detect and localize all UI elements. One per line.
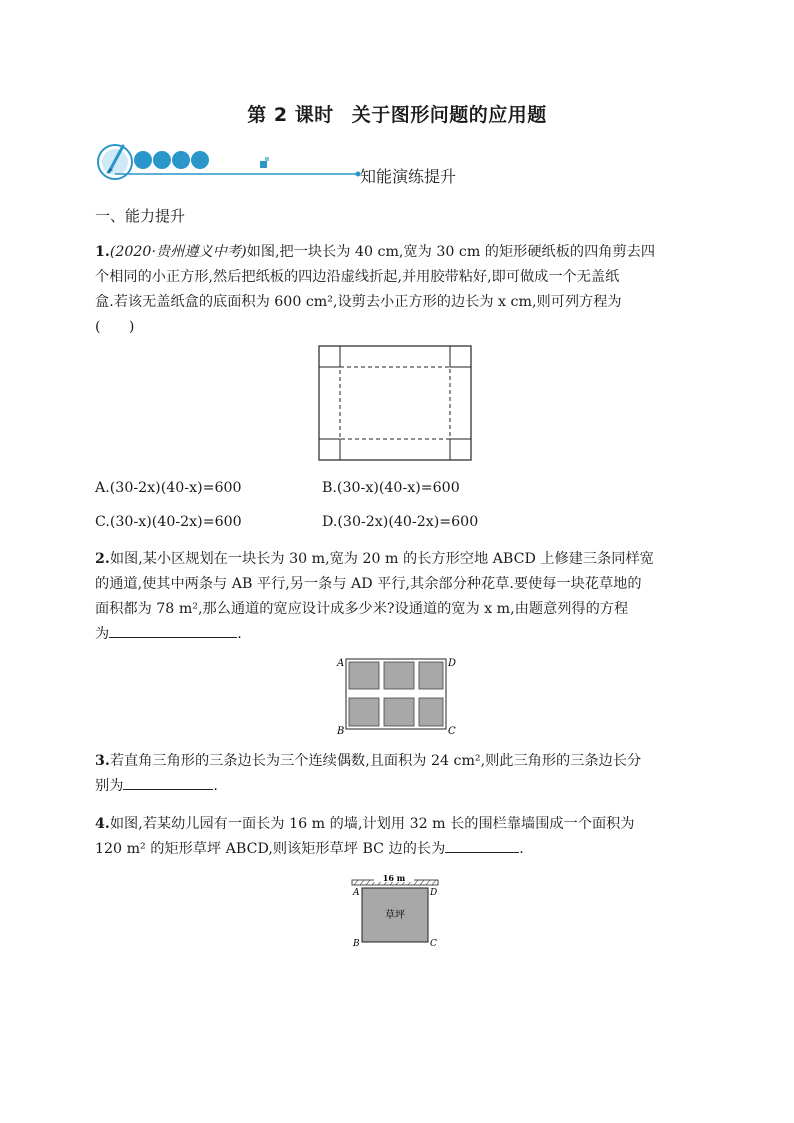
question-1 xyxy=(95,240,701,340)
q4-text-b: 120 m² 的矩形草坪 ABCD,则该矩形草坪 BC 边的长为 xyxy=(95,841,446,857)
q4-wall-label: 16 m xyxy=(382,873,406,883)
lesson-topic: 关于图形问题的应用题 xyxy=(351,104,547,126)
q1-option-a: A.(30-2x)(40-x)=600 xyxy=(95,480,242,496)
q4-lawn-figure xyxy=(344,870,444,950)
q2-garden-figure xyxy=(334,654,464,738)
q1-source: (2020·贵州遵义中考) xyxy=(109,244,247,260)
question-3 xyxy=(95,749,701,799)
page-title xyxy=(0,100,794,127)
q4-label-b: B xyxy=(353,939,360,949)
q1-option-c: C.(30-x)(40-2x)=600 xyxy=(95,514,242,530)
q2-label-c: C xyxy=(448,726,456,737)
q3-number: 3. xyxy=(95,753,110,769)
q1-option-b: B.(30-x)(40-x)=600 xyxy=(322,480,460,496)
q1-text-c: 盒.若该无盖纸盒的底面积为 600 cm²,设剪去小正方形的边长为 x cm,则可列方程为 xyxy=(95,294,622,310)
q4-label-a: A xyxy=(353,888,360,898)
q2-label-a: A xyxy=(337,658,345,669)
question-4 xyxy=(95,812,701,862)
q3-answer-blank[interactable] xyxy=(123,775,213,790)
q2-answer-blank[interactable] xyxy=(109,623,237,638)
q4-number: 4. xyxy=(95,816,110,832)
q1-option-d: D.(30-2x)(40-2x)=600 xyxy=(322,514,479,530)
q4-end: . xyxy=(519,841,524,857)
banner-label: 知能演练提升 xyxy=(360,167,457,186)
question-2 xyxy=(95,547,701,647)
q2-end: . xyxy=(237,626,242,642)
q1-answer-bracket: ( ) xyxy=(95,319,135,335)
q4-label-d: D xyxy=(430,888,438,898)
q4-answer-blank[interactable] xyxy=(445,838,519,853)
q1-text-a: 如图,把一块长为 40 cm,宽为 30 cm 的矩形硬纸板的四角剪去四 xyxy=(246,244,656,260)
q2-number: 2. xyxy=(95,551,110,567)
q2-text-d: 为 xyxy=(95,626,110,642)
q2-text-b: 的通道,使其中两条与 AB 平行,另一条与 AD 平行,其余部分种花草.要使每一块花草地的 xyxy=(95,576,642,592)
q4-label-c: C xyxy=(430,939,437,949)
q2-text-a: 如图,某小区规划在一块长为 30 m,宽为 20 m 的长方形空地 ABCD 上修建三条同样宽 xyxy=(109,551,654,567)
q1-text-b: 个相同的小正方形,然后把纸板的四边沿虚线折起,并用胶带粘好,即可做成一个无盖纸 xyxy=(95,269,620,285)
q3-end: . xyxy=(213,778,218,794)
q2-label-d: D xyxy=(448,658,457,669)
q1-cardboard-figure xyxy=(318,345,474,463)
q4-lawn-label: 草坪 xyxy=(385,910,405,921)
section-heading: 一、能力提升 xyxy=(95,207,186,225)
q2-label-b: B xyxy=(337,726,345,737)
q4-text-a: 如图,若某幼儿园有一面长为 16 m 的墙,计划用 32 m 长的围栏靠墙围成一个面积为 xyxy=(109,816,635,832)
lesson-number: 第 2 课时 xyxy=(247,104,334,126)
q2-text-c: 面积都为 78 m²,那么通道的宽应设计成多少米?设通道的宽为 x m,由题意列得的方程 xyxy=(95,601,629,617)
q1-number: 1. xyxy=(95,244,110,260)
q3-text-a: 若直角三角形的三条边长为三个连续偶数,且面积为 24 cm²,则此三角形的三条边长分 xyxy=(109,753,642,769)
q3-text-b: 别为 xyxy=(95,778,124,794)
